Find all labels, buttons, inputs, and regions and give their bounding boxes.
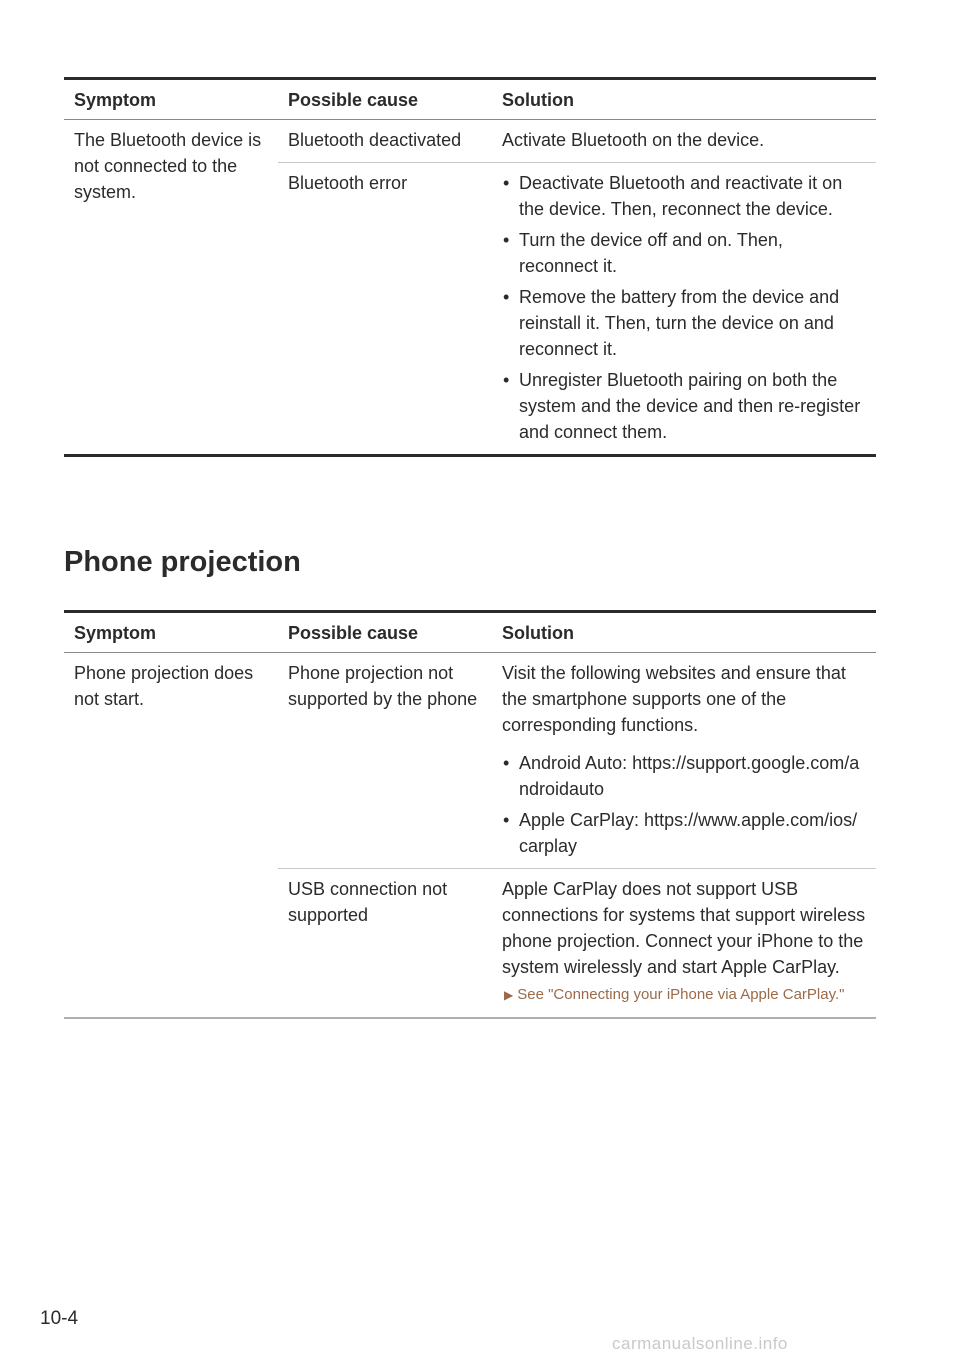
bluetooth-troubleshooting-table bbox=[64, 77, 876, 457]
list-item: • Turn the device off and on. Then, reconnect it. bbox=[502, 227, 866, 279]
list-item: • Deactivate Bluetooth and reactivate it on the device. Then, reconnect the device. bbox=[502, 170, 866, 222]
header-symptom: Symptom bbox=[64, 612, 278, 653]
table-header-row bbox=[64, 612, 876, 653]
cause-cell: USB connection not supported bbox=[278, 869, 492, 1019]
table-row bbox=[64, 653, 876, 869]
header-possible-cause: Possible cause bbox=[278, 612, 492, 653]
symptom-cell: Phone projection does not start. bbox=[64, 653, 278, 1019]
solution-cell bbox=[492, 653, 876, 869]
cause-cell: Phone projection not supported by the phone bbox=[278, 653, 492, 869]
header-solution: Solution bbox=[492, 612, 876, 653]
table-row bbox=[64, 120, 876, 163]
list-item: • Apple CarPlay: https://www.apple.com/ios/carplay bbox=[502, 807, 866, 859]
solution-cell: Activate Bluetooth on the device. bbox=[492, 120, 876, 163]
solution-cell bbox=[492, 163, 876, 456]
solution-list bbox=[502, 170, 866, 445]
solution-list bbox=[502, 750, 866, 859]
section-title: Phone projection bbox=[64, 546, 301, 578]
symptom-cell: The Bluetooth device is not connected to the system. bbox=[64, 120, 278, 456]
header-possible-cause: Possible cause bbox=[278, 79, 492, 120]
cause-cell: Bluetooth deactivated bbox=[278, 120, 492, 163]
phone-projection-troubleshooting-table bbox=[64, 610, 876, 1019]
header-solution: Solution bbox=[492, 79, 876, 120]
cross-reference-text: See "Connecting your iPhone via Apple CarPlay." bbox=[517, 986, 845, 1003]
cross-reference-link[interactable] bbox=[502, 986, 844, 1003]
solution-cell bbox=[492, 869, 876, 1019]
list-item: • Remove the battery from the device and reinstall it. Then, turn the device on and reconnect it. bbox=[502, 284, 866, 362]
list-item: • Android Auto: https://support.google.com/androidauto bbox=[502, 750, 866, 802]
watermark: carmanualsonline.info bbox=[612, 1334, 788, 1353]
header-symptom: Symptom bbox=[64, 79, 278, 120]
solution-text: Apple CarPlay does not support USB connections for systems that support wireless phone projection. Connect your iPhone to the system wirelessly and start Apple CarPlay. bbox=[502, 879, 866, 977]
cause-cell: Bluetooth error bbox=[278, 163, 492, 456]
table-header-row bbox=[64, 79, 876, 120]
triangle-right-icon: ▶ bbox=[504, 988, 514, 1002]
page-number: 10-4 bbox=[40, 1308, 79, 1329]
list-item: • Unregister Bluetooth pairing on both the system and the device and then re-register and connect them. bbox=[502, 367, 866, 445]
solution-intro: Visit the following websites and ensure that the smartphone supports one of the corresponding functions. bbox=[502, 663, 846, 735]
